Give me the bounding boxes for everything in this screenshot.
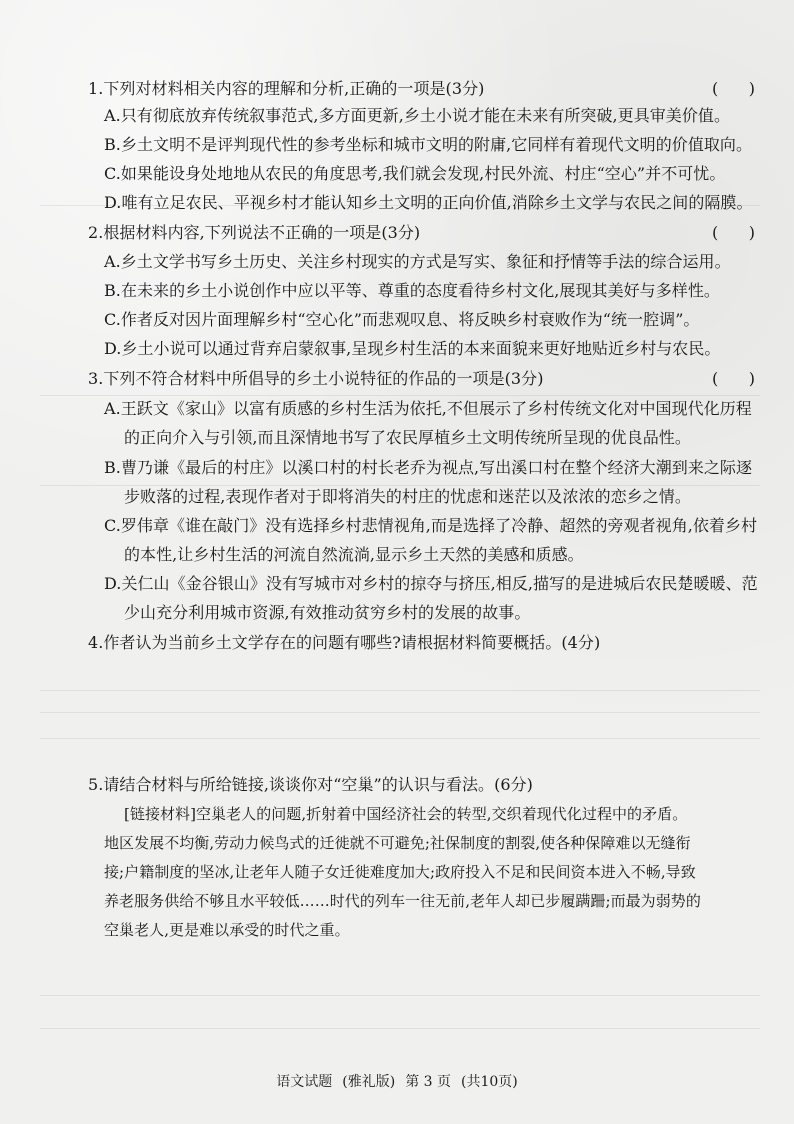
question-1-option-c: C.如果能设身处地地从农民的角度思考,我们就会发现,村民外流、村庄“空心”并不可忧。 (104, 164, 726, 183)
question-2-option-a: A.乡土文学书写乡土历史、关注乡村现实的方式是写实、象征和抒情等手法的综合运用。 (104, 252, 731, 271)
bleed-through-line (40, 995, 760, 996)
question-3-option-a-line-2: 的正向介入与引领,而且深情地书写了农民厚植乡土文明传统所呈现的优良品性。 (124, 428, 691, 447)
question-1-option-b: B.乡土文明不是评判现代性的参考坐标和城市文明的附庸,它同样有着现代文明的价值取向。 (104, 135, 753, 154)
question-3-answer-blank: ( ) (712, 369, 755, 388)
question-3-option-d-line-2: 少山充分利用城市资源,有效推动贫穷乡村的发展的故事。 (124, 603, 531, 622)
question-2-option-d: D.乡土小说可以通过背弃启蒙叙事,呈现乡村生活的本来面貌来更好地贴近乡村与农民。 (104, 339, 721, 358)
footer-total-pages: (共10页) (461, 1074, 518, 1090)
bleed-through-line (40, 738, 760, 739)
question-5-stem: 5.请结合材料与所给链接,谈谈你对“空巢”的认识与看法。(6分) (88, 775, 533, 794)
page-footer (0, 1072, 794, 1092)
footer-subject: 语文试题 (276, 1074, 333, 1090)
question-5-link-line-4: 养老服务供给不够且水平较低……时代的列车一往无前,老年人却已步履蹒跚;而最为弱势的 (104, 892, 701, 910)
question-5-link-line-5: 空巢老人,更是难以承受的时代之重。 (104, 921, 350, 939)
question-3-option-d-line-1: D.关仁山《金谷银山》没有写城市对乡村的掠夺与挤压,相反,描写的是进城后农民楚暖暖、范 (104, 574, 758, 593)
question-2-stem: 2.根据材料内容,下列说法不正确的一项是(3分) (88, 223, 421, 242)
bleed-through-line (40, 690, 760, 691)
question-5-link-line-2: 地区发展不均衡,劳动力候鸟式的迁徙就不可避免;社保制度的割裂,使各种保障难以无缝衔 (104, 834, 691, 852)
question-1-answer-blank: ( ) (712, 79, 755, 98)
footer-edition: (雅礼版) (342, 1074, 396, 1090)
question-1-option-d: D.唯有立足农民、平视乡村才能认知乡土文明的正向价值,消除乡土文学与农民之间的隔膜。 (104, 193, 753, 212)
question-3-option-c-line-1: C.罗伟章《谁在敲门》没有选择乡村悲情视角,而是选择了冷静、超然的旁观者视角,依着乡村 (104, 516, 758, 535)
bleed-through-line (40, 1028, 760, 1029)
question-3-stem: 3.下列不符合材料中所倡导的乡土小说特征的作品的一项是(3分) (88, 369, 544, 388)
footer-page-number: 第 3 页 (405, 1074, 451, 1090)
bleed-through-line (40, 712, 760, 713)
question-1-stem: 1.下列对材料相关内容的理解和分析,正确的一项是(3分) (88, 79, 485, 98)
question-2-answer-blank: ( ) (712, 223, 755, 242)
question-3-option-b-line-2: 步败落的过程,表现作者对于即将消失的村庄的忧虑和迷茫以及浓浓的恋乡之情。 (124, 487, 691, 506)
question-3-option-c-line-2: 的本性,让乡村生活的河流自然流淌,显示乡土天然的美感和质感。 (124, 545, 584, 564)
question-2-option-c: C.作者反对因片面理解乡村“空心化”而悲观叹息、将反映乡村衰败作为“统一腔调”。 (104, 310, 700, 329)
bleed-through-line (40, 395, 760, 396)
question-3-option-a-line-1: A.王跃文《家山》以富有质感的乡村生活为依托,不但展示了乡村传统文化对中国现代化历程 (104, 399, 752, 418)
question-5-link-line-1: [链接材料]空巢老人的问题,折射着中国经济社会的转型,交织着现代化过程中的矛盾。 (124, 805, 688, 823)
question-5-link-line-3: 接;户籍制度的坚冰,让老年人随子女迁徙难度加大;政府投入不足和民间资本进入不畅,导致 (104, 863, 696, 881)
question-4-stem: 4.作者认为当前乡土文学存在的问题有哪些?请根据材料简要概括。(4分) (88, 633, 601, 652)
question-1-option-a: A.只有彻底放弃传统叙事范式,多方面更新,乡土小说才能在未来有所突破,更具审美价值。 (104, 106, 730, 125)
question-3-option-b-line-1: B.曹乃谦《最后的村庄》以溪口村的村长老乔为视点,写出溪口村在整个经济大潮到来之际逐 (104, 458, 753, 477)
question-2-option-b: B.在未来的乡土小说创作中应以平等、尊重的态度看待乡村文化,展现其美好与多样性。 (104, 281, 720, 300)
